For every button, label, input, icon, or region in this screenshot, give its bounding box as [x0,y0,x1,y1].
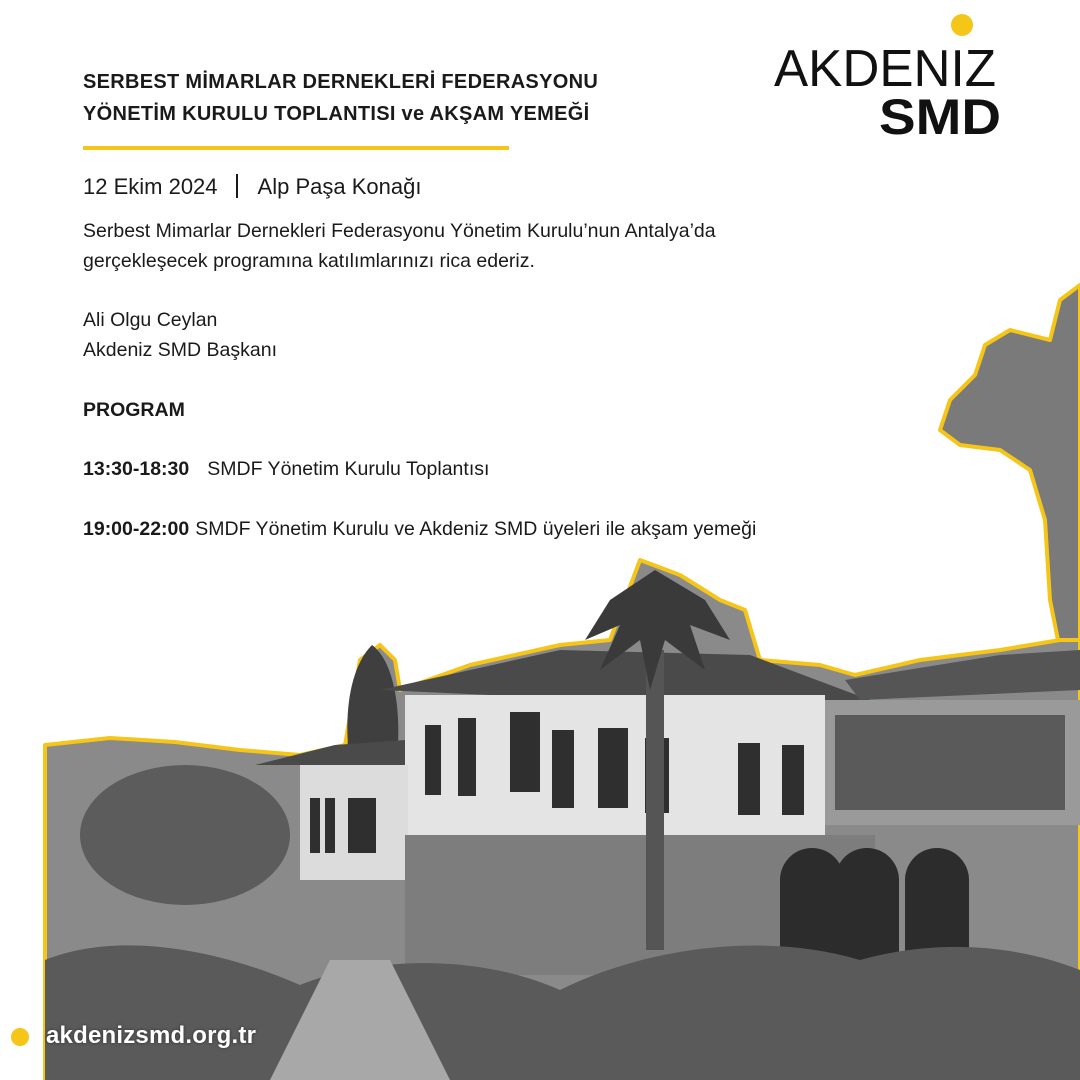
tree-left-icon [80,765,290,905]
program-item-time: 19:00-22:00 [83,518,190,540]
logo-wordmark-smd: SMD [879,89,1001,140]
header-title-line-1: SERBEST MİMARLAR DERNEKLERİ FEDERASYONU [83,71,599,93]
footer-dot-icon [11,1028,29,1046]
header-title-line-2: YÖNETİM KURULU TOPLANTISI ve AKŞAM YEMEĞİ [83,103,590,125]
signer-title: Akdeniz SMD Başkanı [83,339,278,361]
program-item-description: SMDF Yönetim Kurulu ve Akdeniz SMD üyeleri ile akşam yemeği [195,518,757,540]
palm-right-icon [940,285,1080,640]
program-item-description: SMDF Yönetim Kurulu Toplantısı [207,458,490,480]
logo-wordmark-akdeniz: AKDENIZ [774,40,996,98]
program-item-time: 13:30-18:30 [83,458,190,480]
website-link[interactable]: akdenizsmd.org.tr [46,1022,257,1049]
event-venue: Alp Paşa Konağı [257,174,422,199]
intro-line-2: gerçekleşecek programına katılımlarınızı rica ederiz. [83,250,535,272]
event-date: 12 Ekim 2024 [83,174,218,199]
palm-center-trunk [646,650,664,950]
intro-line-1: Serbest Mimarlar Dernekleri Federasyonu Yönetim Kurulu’nun Antalya’da [83,220,716,242]
signer-name: Ali Olgu Ceylan [83,309,218,331]
roof-main [380,650,870,700]
program-heading: PROGRAM [83,399,185,421]
